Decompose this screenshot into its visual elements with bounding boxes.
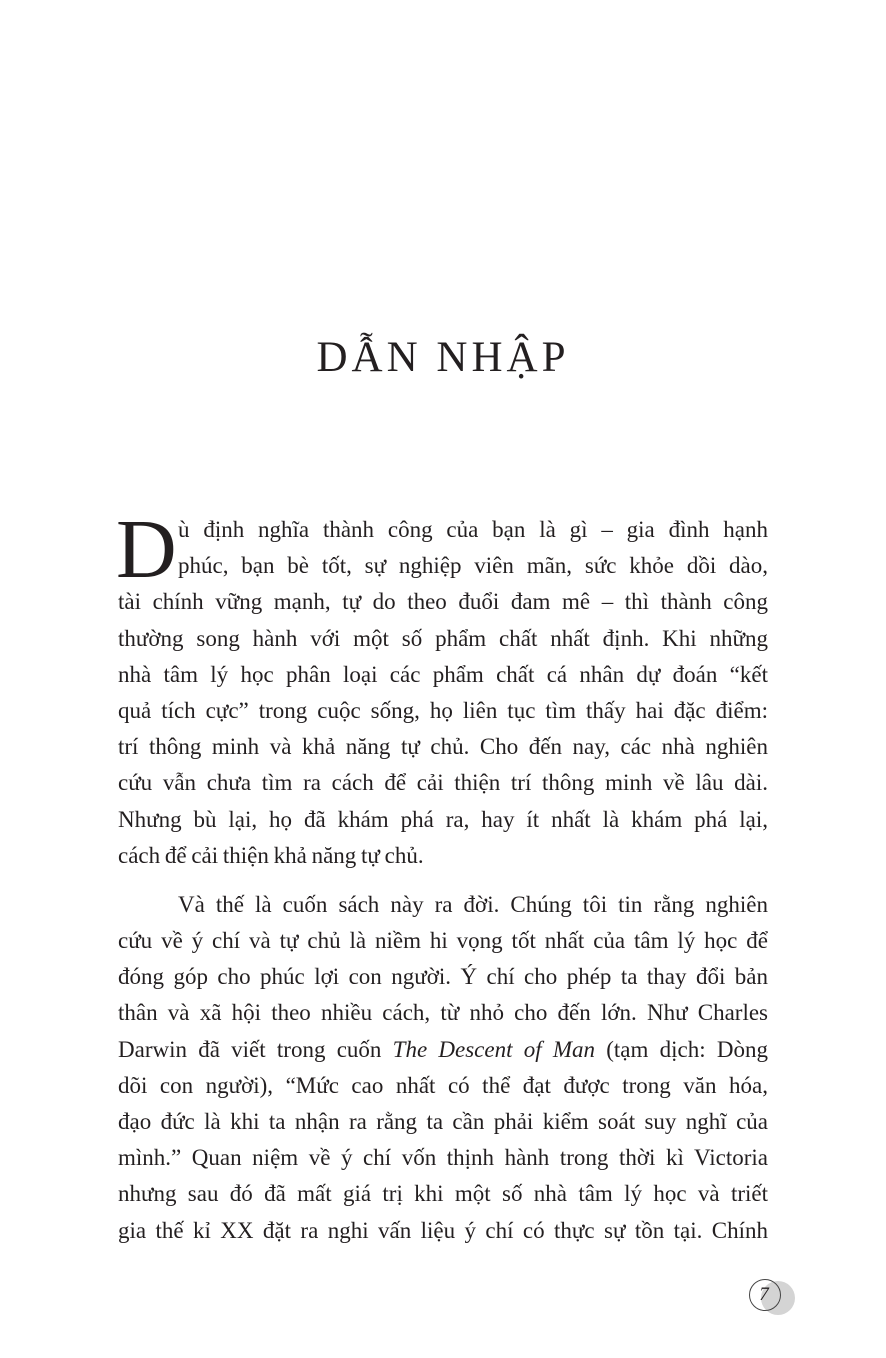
text-segment: Darwin đã viết trong cuốn — [118, 1036, 393, 1062]
text-line: tài chính vững mạnh, tự do theo đuổi đam mê – thì thành công — [118, 589, 768, 615]
text-line: phúc, bạn bè tốt, sự nghiệp viên mãn, sức khỏe dồi dào, — [178, 553, 768, 579]
text-line: gia thế kỉ XX đặt ra nghi vấn liệu ý chí có thực sự tồn tại. Chính — [118, 1217, 768, 1243]
text-line: dõi con người), “Mức cao nhất có thể đạt được trong văn hóa, — [118, 1072, 768, 1098]
page-number: 7 — [759, 1284, 769, 1305]
text-line: trí thông minh và khả năng tự chủ. Cho đến nay, các nhà nghiên — [118, 734, 768, 760]
body-text — [118, 512, 768, 1249]
text-line: Nhưng bù lại, họ đã khám phá ra, hay ít nhất là khám phá lại, — [118, 806, 768, 832]
text-line: cứu vẫn chưa tìm ra cách để cải thiện trí thông minh về lâu dài. — [118, 770, 768, 796]
text-line: thân và xã hội theo nhiều cách, từ nhỏ cho đến lớn. Như Charles — [118, 1000, 768, 1026]
drop-cap: D — [116, 503, 177, 596]
text-line: cứu về ý chí và tự chủ là niềm hi vọng tốt nhất của tâm lý học để — [118, 928, 768, 954]
text-line: mình.” Quan niệm về ý chí vốn thịnh hành trong thời kì Victoria — [118, 1145, 768, 1171]
text-line: Và thế là cuốn sách này ra đời. Chúng tôi tin rằng nghiên — [178, 891, 768, 917]
paragraph-2 — [118, 887, 768, 1249]
text-line: đạo đức là khi ta nhận ra rằng ta cần phải kiểm soát suy nghĩ của — [118, 1109, 768, 1134]
chapter-title: DẪN NHẬP — [316, 334, 570, 381]
text-line: cách để cải thiện khả năng tự chủ. — [118, 842, 424, 868]
text-line: thường song hành với một số phẩm chất nhất định. Khi những — [118, 625, 768, 651]
text-line: ù định nghĩa thành công của bạn là gì – gia đình hạnh — [178, 517, 768, 542]
paragraph-1 — [118, 512, 768, 874]
text-segment: (tạm dịch: Dòng — [595, 1036, 768, 1062]
text-line: đóng góp cho phúc lợi con người. Ý chí cho phép ta thay đổi bản — [118, 964, 768, 990]
text-line: nhà tâm lý học phân loại các phẩm chất cá nhân dự đoán “kết — [118, 661, 768, 687]
book-title-italic: The Descent of Man — [392, 1036, 596, 1062]
text-line: quả tích cực” trong cuộc sống, họ liên tục tìm thấy hai đặc điểm: — [118, 697, 768, 723]
text-line: nhưng sau đó đã mất giá trị khi một số nhà tâm lý học và triết — [118, 1181, 768, 1207]
text-line — [118, 1032, 768, 1068]
page-number-badge — [749, 1279, 779, 1309]
